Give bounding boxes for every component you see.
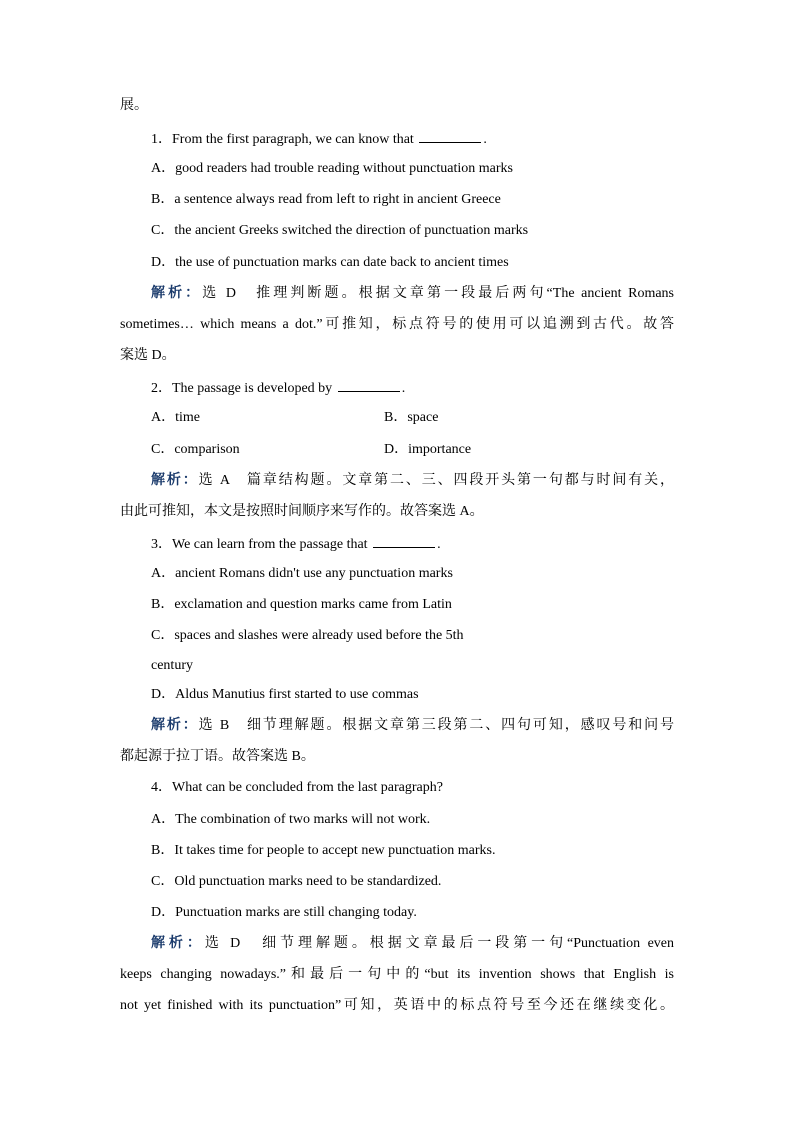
option-1d: D．the use of punctuation marks can date back to ancient times — [151, 255, 509, 270]
analysis-4-line: not yet finished with its punctuation”可知，英语中的标点符号至今还在继续变化。 — [120, 998, 674, 1013]
analysis-label: 解析： — [151, 718, 199, 733]
option-3c: C．spaces and slashes were already used before the 5th — [151, 628, 464, 643]
option-1c: C．the ancient Greeks switched the direction of punctuation marks — [151, 223, 529, 238]
option-3d: D．Aldus Manutius first started to use commas — [151, 687, 419, 702]
option-2c: C．comparison — [151, 442, 240, 457]
analysis-label: 解析： — [151, 473, 199, 488]
option-2d: D．importance — [384, 442, 472, 457]
answer-blank — [338, 377, 400, 392]
analysis-1-line: 解析：选 D 推理判断题。根据文章第一段最后两句“The ancient Romans — [151, 286, 675, 301]
analysis-2-line: 由此可推知，本文是按照时间顺序来写作的。故答案选 A。 — [120, 504, 484, 519]
answer-blank — [373, 533, 435, 548]
option-3b: B．exclamation and question marks came from Latin — [151, 597, 452, 612]
option-2a: A．time — [151, 410, 200, 425]
question-2: 2．The passage is developed by . — [151, 377, 674, 399]
analysis-2-line: 解析：选 A 篇章结构题。文章第二、三、四段开头第一句都与时间有关， — [151, 473, 674, 488]
analysis-1-line: sometimes… which means a dot.”可推知，标点符号的使用可以追溯到古代。故答 — [120, 317, 674, 332]
option-3c-cont: century — [151, 658, 193, 673]
analysis-4-line: keeps changing nowadays.”和最后一句中的“but its invention shows that English is — [120, 967, 674, 982]
analysis-4-line: 解析：选 D 细节理解题。根据文章最后一段第一句“Punctuation even — [151, 936, 675, 951]
analysis-1-line: 案选 D。 — [120, 348, 176, 363]
option-1a: A．good readers had trouble reading without punctuation marks — [151, 161, 513, 176]
option-4a: A．The combination of two marks will not work. — [151, 812, 431, 827]
text-line: 展。 — [120, 98, 148, 113]
question-1: 1．From the first paragraph, we can know that . — [151, 128, 674, 150]
option-4d: D．Punctuation marks are still changing today. — [151, 905, 417, 920]
option-3a: A．ancient Romans didn't use any punctuation marks — [151, 566, 453, 581]
option-1b: B．a sentence always read from left to right in ancient Greece — [151, 192, 501, 207]
option-4c: C．Old punctuation marks need to be standardized. — [151, 874, 442, 889]
option-2b: B．space — [384, 410, 439, 425]
question-4: 4．What can be concluded from the last paragraph? — [151, 780, 443, 795]
option-4b: B．It takes time for people to accept new punctuation marks. — [151, 843, 496, 858]
analysis-3-line: 都起源于拉丁语。故答案选 B。 — [120, 749, 315, 764]
answer-blank — [419, 128, 481, 143]
analysis-label: 解析： — [151, 286, 203, 301]
question-3: 3．We can learn from the passage that . — [151, 533, 674, 555]
analysis-label: 解析： — [151, 936, 205, 951]
analysis-3-line: 解析：选 B 细节理解题。根据文章第三段第二、四句可知，感叹号和问号 — [151, 718, 674, 733]
